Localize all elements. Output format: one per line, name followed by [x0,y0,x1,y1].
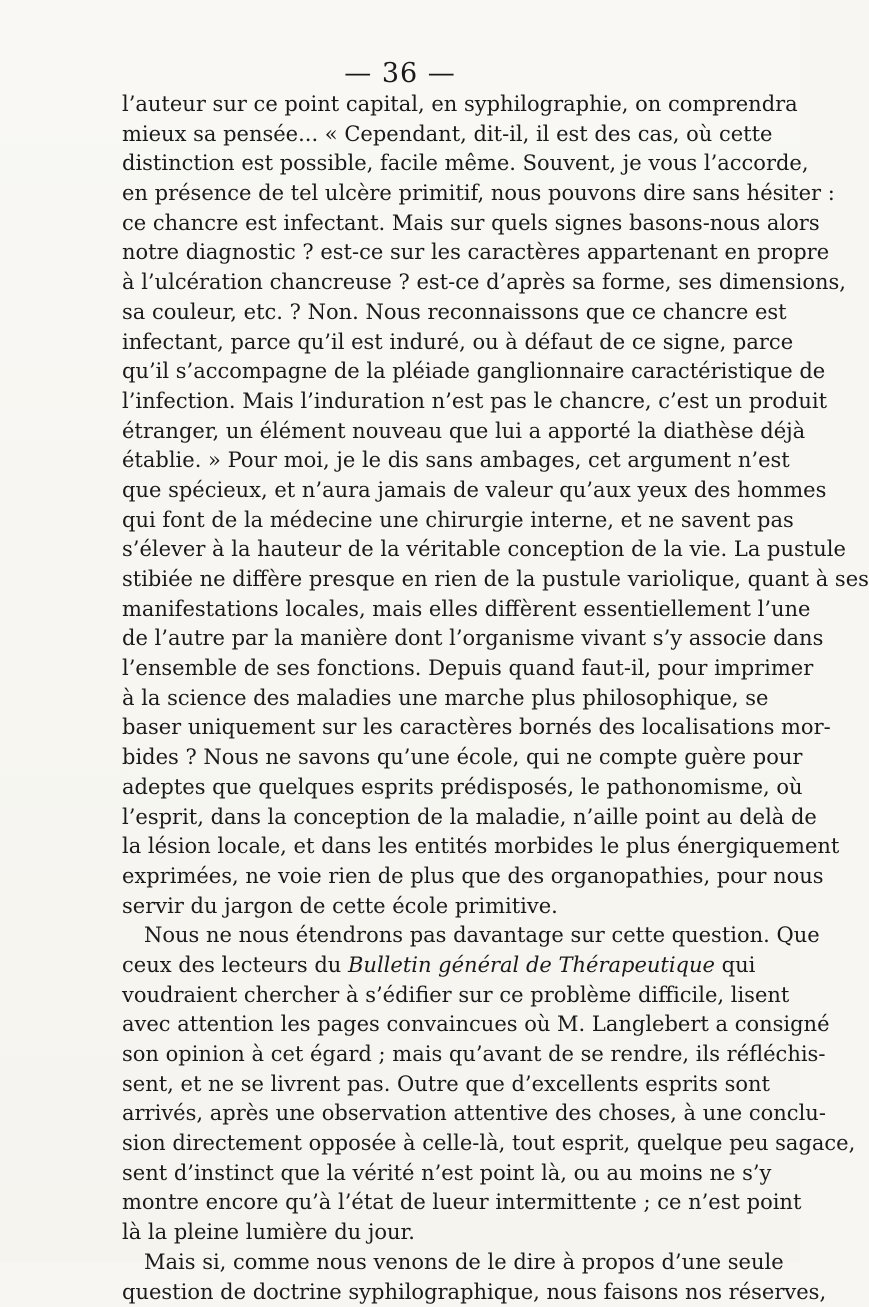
text-line: l’auteur sur ce point capital, en syphilographie, on comprendra [122,90,682,120]
text-line: l’ensemble de ses fonctions. Depuis quand faut-il, pour imprimer [122,654,682,684]
text-line: l’esprit, dans la conception de la maladie, n’aille point au delà de [122,803,682,833]
text-line: arrivés, après une observation attentive des choses, à une conclu- [122,1099,682,1129]
text-line: baser uniquement sur les caractères bornés des localisations mor- [122,713,682,743]
text-line: qu’il s’accompagne de la pléiade ganglionnaire caractéristique de [122,357,682,387]
text-line: la lésion locale, et dans les entités morbides le plus énergiquement [122,832,682,862]
text-line: à la science des maladies une marche plus philosophique, se [122,684,682,714]
text-line: en présence de tel ulcère primitif, nous pouvons dire sans hésiter : [122,179,682,209]
journal-title: Bulletin général de Thérapeutique [348,953,715,977]
text-line: notre diagnostic ? est-ce sur les caractères appartenant en propre [122,238,682,268]
paragraph [122,1248,682,1307]
text-line: l’infection. Mais l’induration n’est pas le chancre, c’est un produit [122,387,682,417]
text-line: que spécieux, et n’aura jamais de valeur qu’aux yeux des hommes [122,476,682,506]
text-line: sent d’instinct que la vérité n’est point là, ou au moins ne s’y [122,1159,682,1189]
text-line: ceux des lecteurs du Bulletin général de Thérapeutique qui [122,951,682,981]
text-line: adeptes que quelques esprits prédisposés, le pathonomisme, où [122,773,682,803]
text-line: question de doctrine syphilographique, nous faisons nos réserves, [122,1278,682,1307]
text-line: Nous ne nous étendrons pas davantage sur cette question. Que [122,921,682,951]
text-line: à l’ulcération chancreuse ? est-ce d’après sa forme, ses dimensions, [122,268,682,298]
text-line: infectant, parce qu’il est induré, ou à défaut de ce signe, parce [122,328,682,358]
text-line: ce chancre est infectant. Mais sur quels signes basons-nous alors [122,209,682,239]
text-line: avec attention les pages convaincues où M. Langlebert a consigné [122,1010,682,1040]
page-number: — 36 — [0,58,800,89]
text-line: distinction est possible, facile même. Souvent, je vous l’accorde, [122,149,682,179]
text-line: servir du jargon de cette école primitive. [122,892,682,922]
text-line: mieux sa pensée... « Cependant, dit-il, il est des cas, où cette [122,120,682,150]
text-line: s’élever à la hauteur de la véritable conception de la vie. La pustule [122,535,682,565]
text-line: stibiée ne diffère presque en rien de la pustule variolique, quant à ses [122,565,682,595]
text-line: Mais si, comme nous venons de le dire à propos d’une seule [122,1248,682,1278]
text-line: étranger, un élément nouveau que lui a apporté la diathèse déjà [122,417,682,447]
paragraph [122,921,682,1248]
text-line: établie. » Pour moi, je le dis sans ambages, cet argument n’est [122,446,682,476]
text-line: son opinion à cet égard ; mais qu’avant de se rendre, ils réfléchis- [122,1040,682,1070]
text-line: voudraient chercher à s’édifier sur ce problème difficile, lisent [122,981,682,1011]
text-line: là la pleine lumière du jour. [122,1218,682,1248]
text-line: sa couleur, etc. ? Non. Nous reconnaissons que ce chancre est [122,298,682,328]
body-text [122,90,682,1307]
text-line: de l’autre par la manière dont l’organisme vivant s’y associe dans [122,624,682,654]
text-line: montre encore qu’à l’état de lueur intermittente ; ce n’est point [122,1188,682,1218]
text-line: exprimées, ne voie rien de plus que des organopathies, pour nous [122,862,682,892]
text-line: qui font de la médecine une chirurgie interne, et ne savent pas [122,506,682,536]
paragraph [122,90,682,921]
text-line: sion directement opposée à celle-là, tout esprit, quelque peu sagace, [122,1129,682,1159]
text-line: manifestations locales, mais elles diffèrent essentiellement l’une [122,595,682,625]
text-line: bides ? Nous ne savons qu’une école, qui ne compte guère pour [122,743,682,773]
text-line: sent, et ne se livrent pas. Outre que d’excellents esprits sont [122,1070,682,1100]
